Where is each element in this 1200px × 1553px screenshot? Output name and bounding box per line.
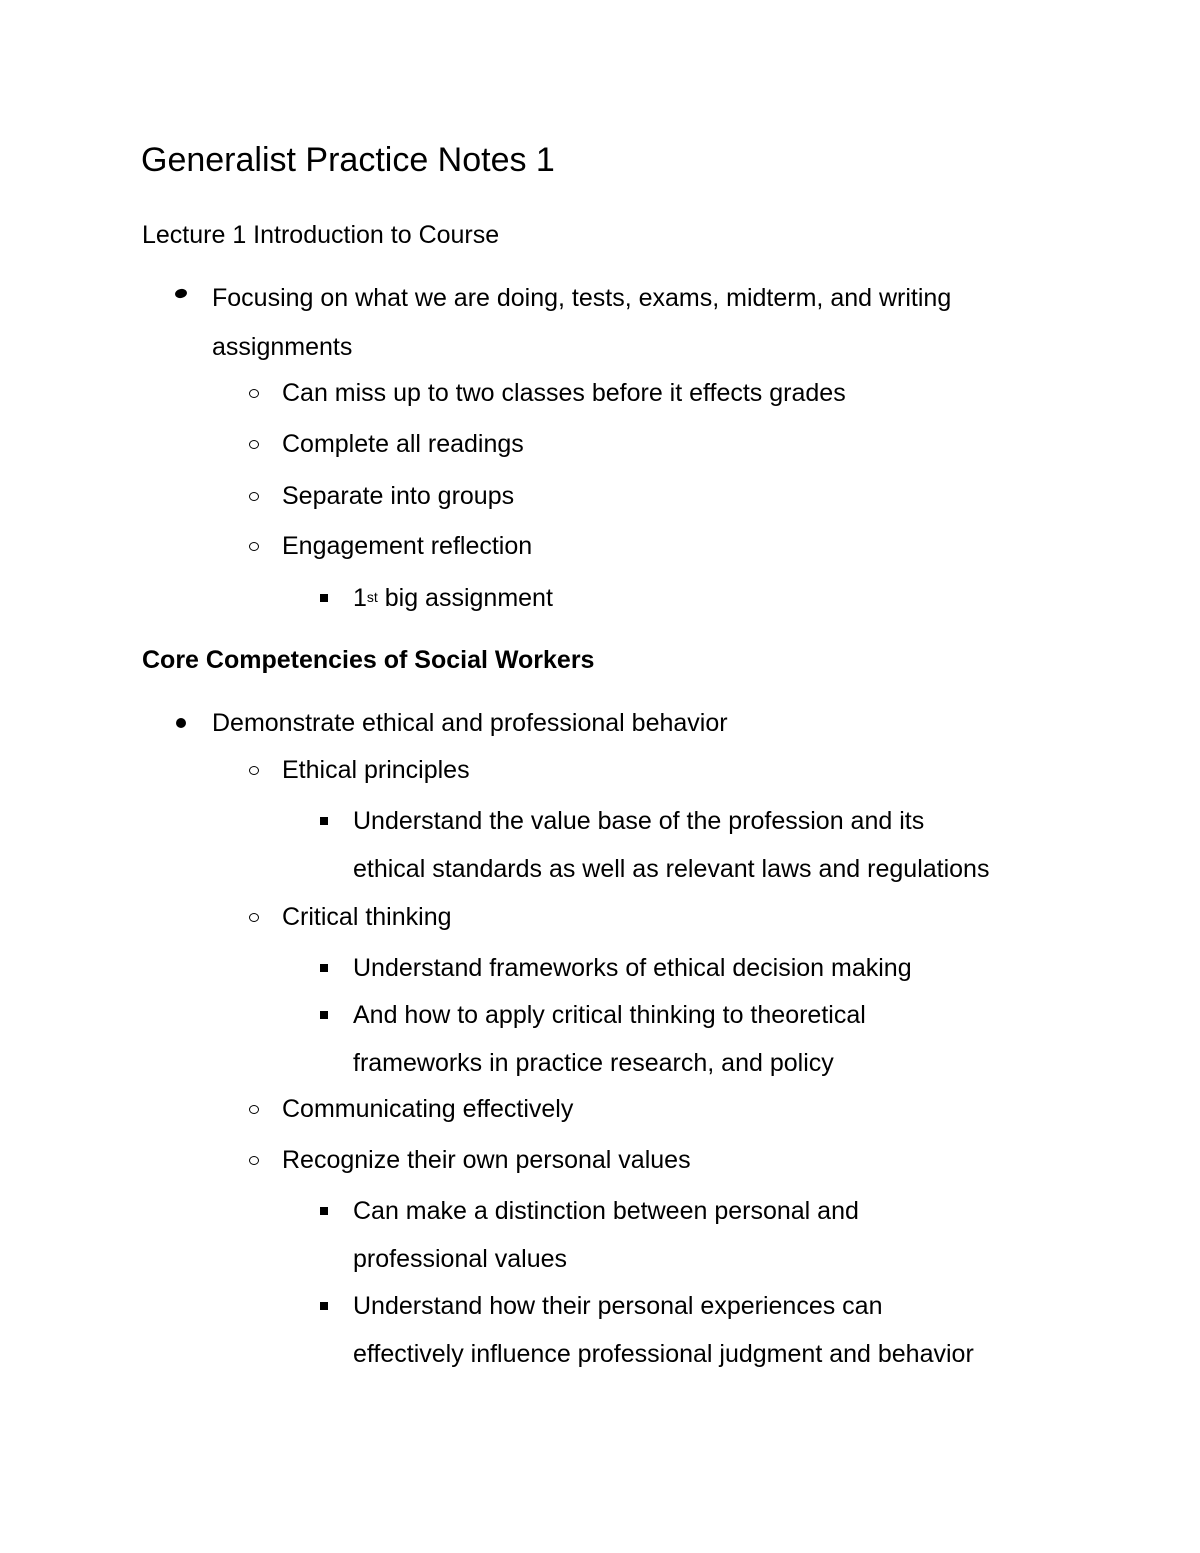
- ordinal-number: 1: [353, 584, 367, 612]
- sub-sub-list-item-continuation: frameworks in practice research, and policy: [353, 1049, 834, 1077]
- bullet-square-icon: [320, 817, 328, 825]
- bullet-circle-icon: [249, 913, 259, 922]
- section-heading: Core Competencies of Social Workers: [142, 646, 595, 674]
- sub-sub-text: big assignment: [377, 584, 553, 612]
- sub-sub-list-item: [353, 583, 553, 613]
- list-item: Focusing on what we are doing, tests, exams, midterm, and writing: [212, 284, 952, 312]
- bullet-circle-icon: [249, 492, 259, 501]
- bullet-square-icon: [320, 1302, 328, 1310]
- bullet-disc-icon: [176, 718, 186, 728]
- bullet-circle-icon: [249, 389, 259, 398]
- sub-sub-list-item: Can make a distinction between personal and: [353, 1197, 859, 1225]
- sub-sub-list-item: Understand frameworks of ethical decision making: [353, 954, 912, 982]
- list-item-continuation: assignments: [212, 333, 353, 361]
- sub-list-item: Separate into groups: [282, 482, 515, 510]
- sub-list-item: Critical thinking: [282, 903, 452, 931]
- ordinal-suffix: st: [366, 589, 378, 605]
- bullet-circle-icon: [249, 440, 259, 449]
- bullet-square-icon: [320, 1207, 328, 1215]
- bullet-circle-icon: [249, 542, 259, 551]
- sub-list-item: Recognize their own personal values: [282, 1146, 691, 1174]
- sub-sub-list-item: Understand the value base of the profession and its: [353, 807, 925, 835]
- page-title: Generalist Practice Notes 1: [141, 141, 555, 179]
- bullet-square-icon: [320, 964, 328, 972]
- sub-list-item: Communicating effectively: [282, 1095, 574, 1123]
- sub-list-item: Can miss up to two classes before it effects grades: [282, 379, 846, 407]
- sub-list-item: Engagement reflection: [282, 532, 533, 560]
- sub-sub-list-item-continuation: effectively influence professional judgment and behavior: [353, 1340, 974, 1368]
- sub-sub-list-item: Understand how their personal experiences can: [353, 1292, 883, 1320]
- sub-sub-list-item: And how to apply critical thinking to theoretical: [353, 1001, 866, 1029]
- bullet-circle-icon: [249, 1156, 259, 1165]
- bullet-circle-icon: [249, 1105, 259, 1114]
- list-item: Demonstrate ethical and professional behavior: [212, 709, 728, 737]
- sub-list-item: Complete all readings: [282, 430, 524, 458]
- bullet-disc-icon: [174, 288, 188, 299]
- bullet-circle-icon: [249, 766, 259, 775]
- sub-list-item: Ethical principles: [282, 756, 470, 784]
- bullet-square-icon: [320, 1011, 328, 1019]
- sub-sub-list-item-continuation: ethical standards as well as relevant laws and regulations: [353, 855, 990, 883]
- sub-sub-list-item-continuation: professional values: [353, 1245, 568, 1273]
- lecture-heading: Lecture 1 Introduction to Course: [142, 221, 500, 249]
- bullet-square-icon: [320, 594, 328, 602]
